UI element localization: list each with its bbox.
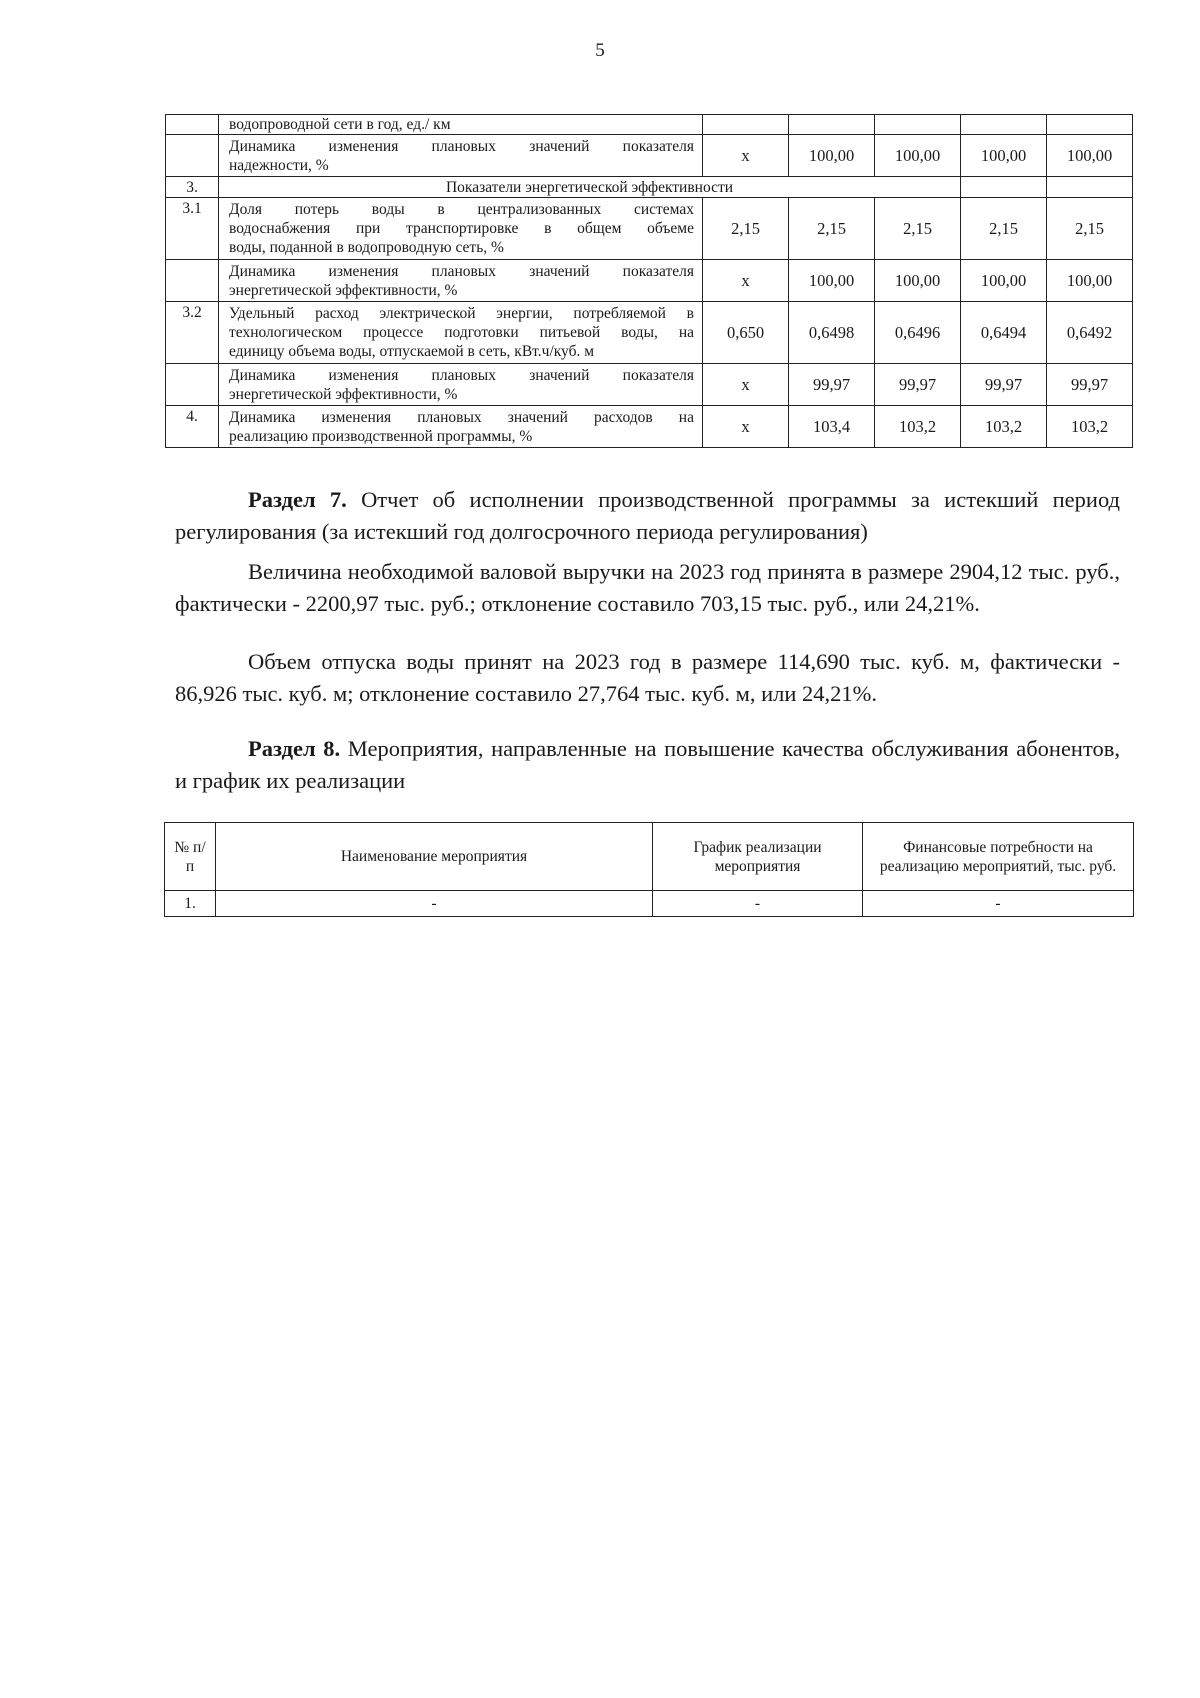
indicator-description: [219, 260, 703, 302]
description-line: водопроводной сети в год, ед./ км: [229, 116, 451, 133]
description-line: Динамика изменения плановых значений показателя: [229, 366, 694, 384]
section-7-title: Отчет об исполнении производственной программы за истекший период регулирования (за истекший год долгосрочного периода регулирования): [175, 487, 1120, 544]
value-cell: 100,00: [875, 260, 961, 302]
value-cell: 2,15: [789, 198, 875, 260]
page-number: 5: [595, 40, 605, 61]
row-number: 3.2: [166, 302, 219, 364]
indicator-description: [219, 115, 703, 135]
description-line: надежности, %: [229, 156, 329, 174]
value-cell: x: [703, 260, 789, 302]
row-measure-name: -: [216, 891, 653, 917]
value-cell: x: [703, 406, 789, 448]
section-title: Показатели энергетической эффективности: [219, 177, 961, 198]
section-8-label: Раздел 8.: [248, 736, 341, 761]
value-cell: 100,00: [961, 260, 1047, 302]
row-number: [166, 115, 219, 135]
indicator-description: [219, 406, 703, 448]
indicators-table: [165, 114, 1133, 448]
description-line: Динамика изменения плановых значений показателя: [229, 137, 694, 155]
indicator-description: [219, 135, 703, 177]
description-line: Динамика изменения плановых значений расходов на: [229, 408, 694, 426]
header-measure-name: Наименование мероприятия: [216, 823, 653, 891]
value-cell: 0,6496: [875, 302, 961, 364]
value-cell: 99,97: [961, 364, 1047, 406]
empty-cell: [1047, 177, 1133, 198]
description-line: воды, поданной в водопроводную сеть, %: [229, 239, 504, 256]
value-cell: 100,00: [875, 135, 961, 177]
value-cell: [789, 115, 875, 135]
value-cell: x: [703, 364, 789, 406]
row-number: 3.: [166, 177, 219, 198]
table-row: [166, 364, 1133, 406]
row-number: [166, 135, 219, 177]
value-cell: [1047, 115, 1133, 135]
indicator-description: [219, 198, 703, 260]
table-row: [166, 302, 1133, 364]
value-cell: 100,00: [789, 135, 875, 177]
value-cell: 2,15: [875, 198, 961, 260]
value-cell: 103,2: [1047, 406, 1133, 448]
value-cell: 100,00: [1047, 260, 1133, 302]
section-8-title: Мероприятия, направленные на повышение качества обслуживания абонентов, и график их реализации: [175, 736, 1121, 793]
value-cell: 100,00: [961, 135, 1047, 177]
value-cell: 0,650: [703, 302, 789, 364]
value-cell: [961, 115, 1047, 135]
table-row: [166, 406, 1133, 448]
value-cell: 2,15: [703, 198, 789, 260]
header-financial-needs: Финансовые потребности на реализацию мероприятий, тыс. руб.: [863, 823, 1134, 891]
value-cell: 103,2: [875, 406, 961, 448]
section-8-heading: [175, 733, 1120, 797]
value-cell: 0,6494: [961, 302, 1047, 364]
table-row: [166, 177, 1133, 198]
table-row: [166, 135, 1133, 177]
value-cell: 103,2: [961, 406, 1047, 448]
measures-table: [164, 822, 1134, 917]
row-financial-needs: -: [863, 891, 1134, 917]
description-line: технологическом процессе подготовки питьевой воды, на: [229, 324, 694, 341]
section-7-label: Раздел 7.: [248, 487, 347, 512]
empty-cell: [961, 177, 1047, 198]
row-number: 4.: [166, 406, 219, 448]
value-cell: 0,6498: [789, 302, 875, 364]
value-cell: x: [703, 135, 789, 177]
value-cell: [875, 115, 961, 135]
revenue-paragraph: Величина необходимой валовой выручки на 2023 год принята в размере 2904,12 тыс. руб., фактически - 2200,97 тыс. руб.; отклонение составило 703,15 тыс. руб., или 24,21%.: [175, 559, 1120, 616]
section-7-heading: [175, 484, 1120, 548]
table-header-row: [165, 823, 1134, 891]
row-number: 3.1: [166, 198, 219, 260]
header-schedule: График реализации мероприятия: [653, 823, 863, 891]
value-cell: 100,00: [1047, 135, 1133, 177]
value-cell: 99,97: [1047, 364, 1133, 406]
description-line: Доля потерь воды в централизованных системах: [229, 201, 694, 218]
value-cell: 0,6492: [1047, 302, 1133, 364]
row-schedule: -: [653, 891, 863, 917]
value-cell: 99,97: [875, 364, 961, 406]
value-cell: [703, 115, 789, 135]
value-cell: 2,15: [1047, 198, 1133, 260]
row-number: [166, 364, 219, 406]
description-line: единицу объема воды, отпускаемой в сеть, кВт.ч/куб. м: [229, 343, 595, 360]
description-line: Удельный расход электрической энергии, потребляемой в: [229, 305, 694, 322]
row-number: 1.: [165, 891, 216, 917]
table-row: [166, 198, 1133, 260]
water-volume-paragraph: Объем отпуска воды принят на 2023 год в размере 114,690 тыс. куб. м, фактически - 86,926 тыс. куб. м; отклонение составило 27,764 тыс. куб. м, или 24,21%.: [175, 649, 1120, 706]
row-number: [166, 260, 219, 302]
table-row: [166, 115, 1133, 135]
description-line: Динамика изменения плановых значений показателя: [229, 262, 694, 280]
description-line: реализацию производственной программы, %: [229, 427, 533, 445]
value-cell: 103,4: [789, 406, 875, 448]
indicator-description: [219, 364, 703, 406]
value-cell: 99,97: [789, 364, 875, 406]
value-cell: 2,15: [961, 198, 1047, 260]
indicator-description: [219, 302, 703, 364]
table-row: [166, 260, 1133, 302]
description-line: энергетической эффективности, %: [229, 281, 458, 299]
description-line: энергетической эффективности, %: [229, 385, 458, 403]
table-row: [165, 891, 1134, 917]
value-cell: 100,00: [789, 260, 875, 302]
header-number: № п/п: [165, 823, 216, 891]
description-line: водоснабжения при транспортировке в общем объеме: [229, 220, 694, 237]
